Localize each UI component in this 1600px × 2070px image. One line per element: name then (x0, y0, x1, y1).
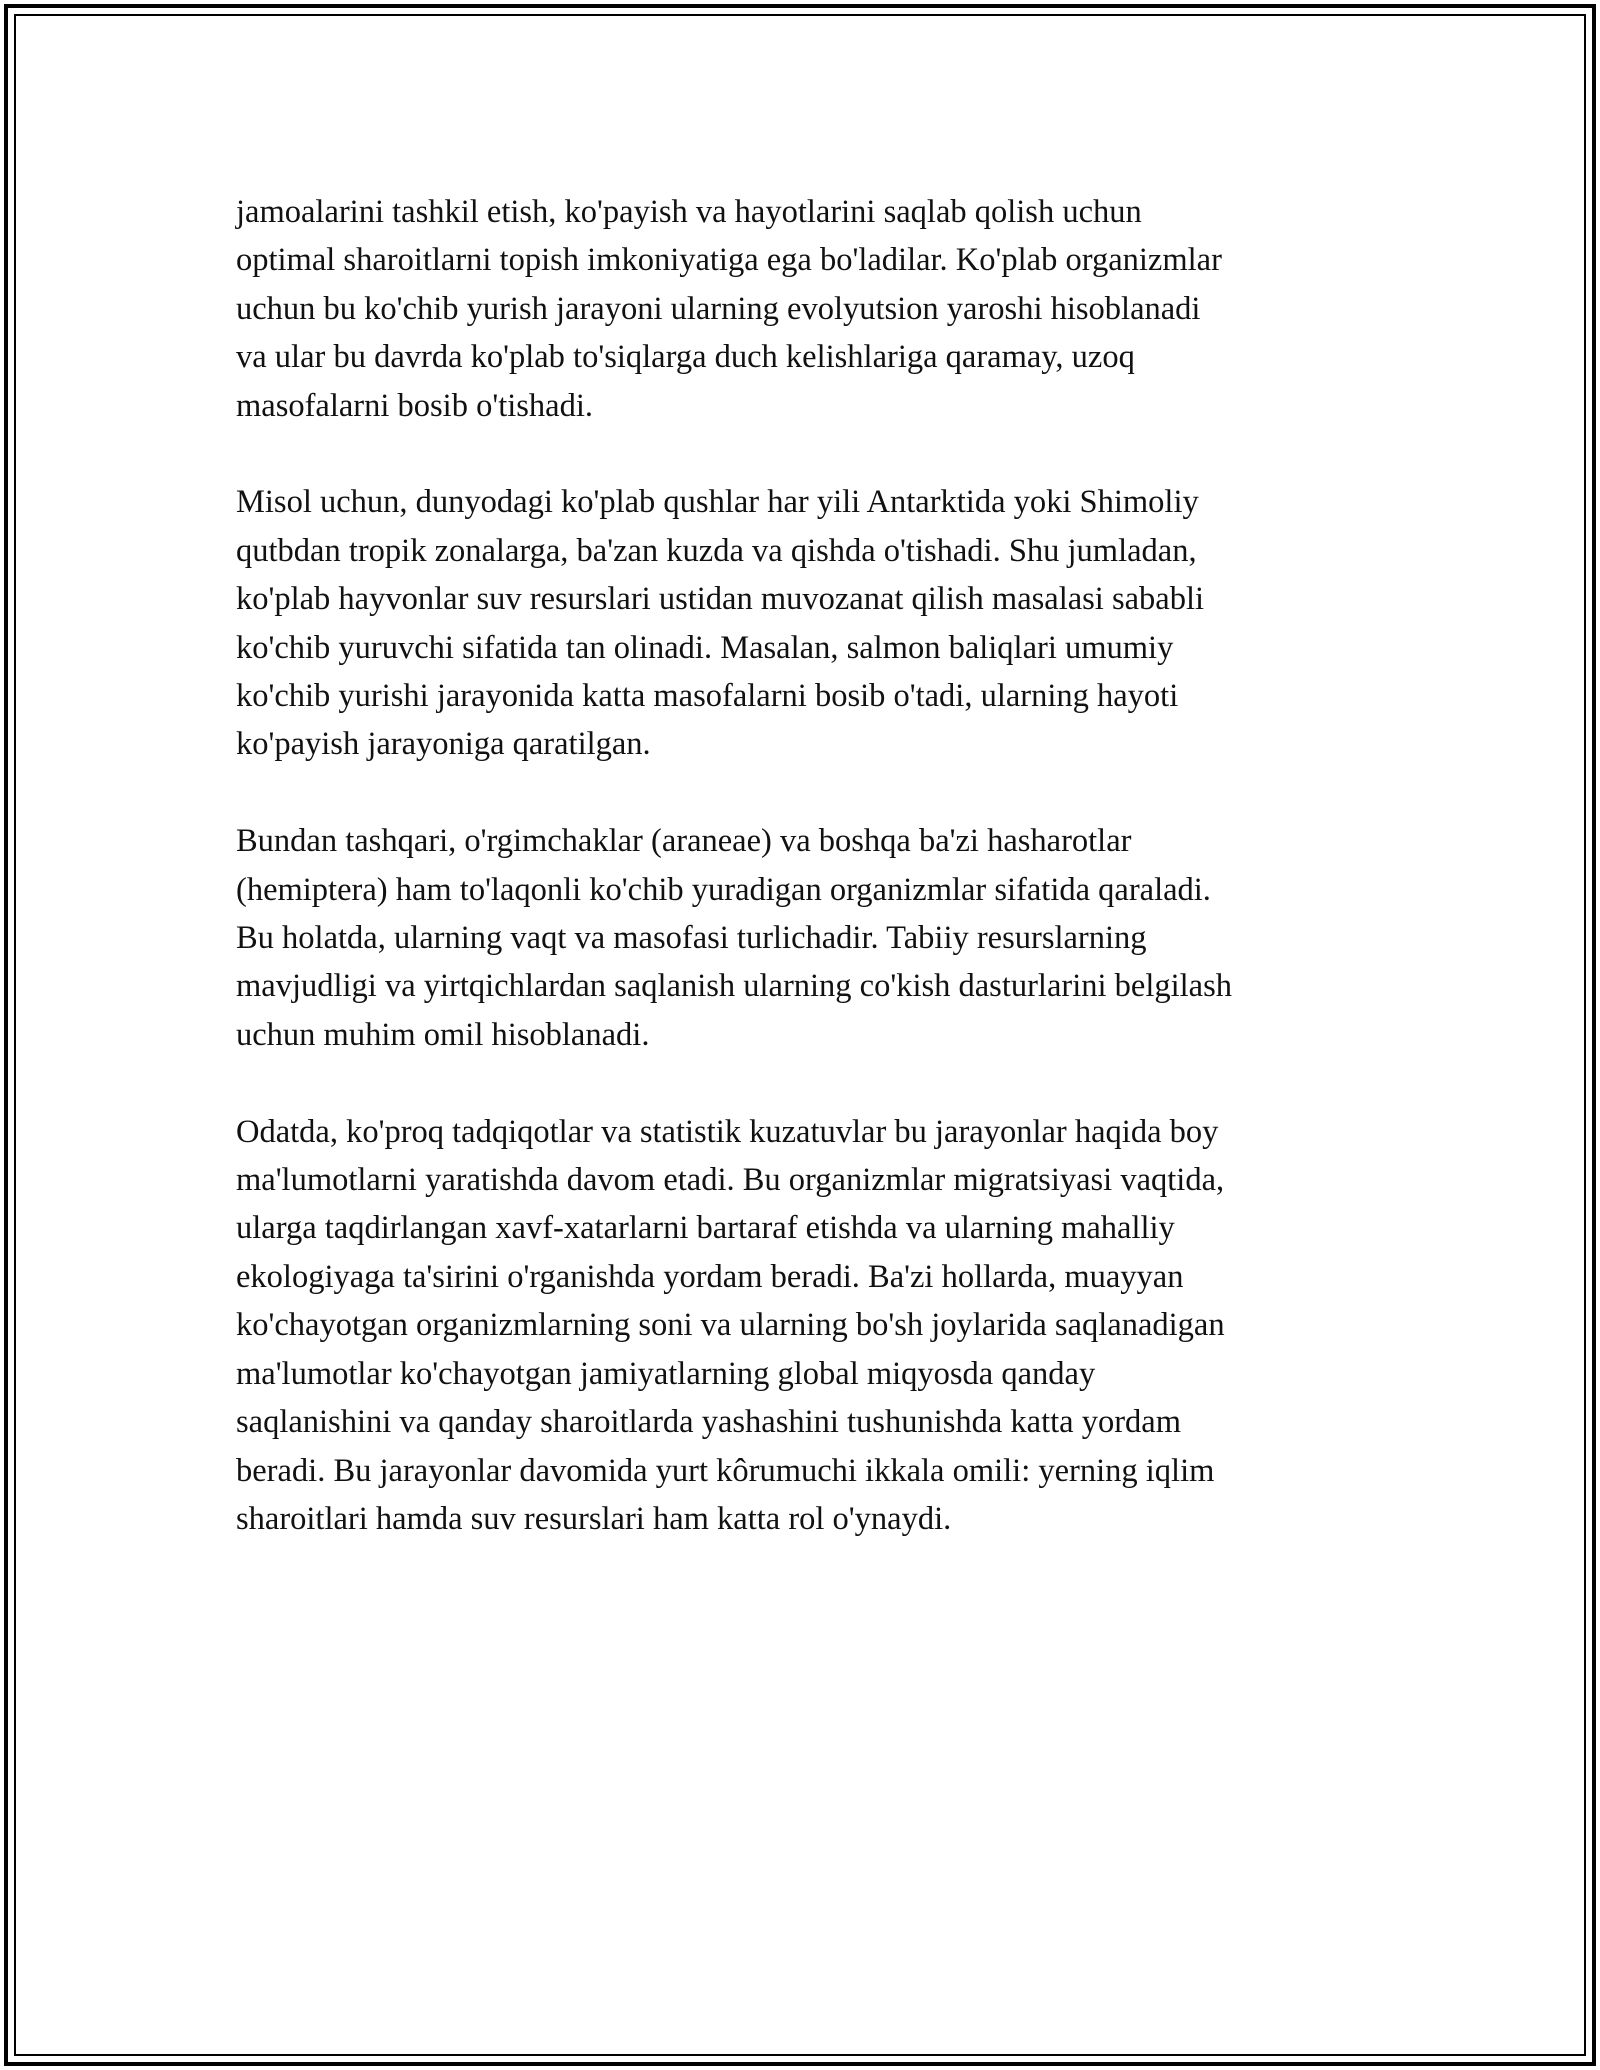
paragraph-4: Odatda, ko'proq tadqiqotlar va statistik kuzatuvlar bu jarayonlar haqida boy ma'lumotlarni yaratishda davom etadi. Bu organizmlar migratsiyasi vaqtida, ularga taqdirlangan xavf-xatarlarni bartaraf etishda va ularning mahalliy ekologiyaga ta'sirini o'rganishda yordam beradi. Ba'zi hollarda, muayyan ko'chayotgan organizmlarning soni va ularning bo'sh joylarida saqlanadigan ma'lumotlar ko'chayotgan jamiyatlarning global miqyosda qanday saqlanishini va qanday sharoitlarda yashashini tushunishda katta yordam beradi. Bu jarayonlar davomida yurt kôrumuchi ikkala omili: yerning iqlim sharoitlari hamda suv resurslari ham katta rol o'ynaydi. (236, 1113, 1225, 1537)
paragraph-2: Misol uchun, dunyodagi ko'plab qushlar har yili Antarktida yoki Shimoliy qutbdan tropik zonalarga, ba'zan kuzda va qishda o'tishadi. Shu jumladan, ko'plab hayvonlar suv resurslari ustidan muvozanat qilish masalasi sababli ko'chib yuruvchi sifatida tan olinadi. Masalan, salmon baliqlari umumiy ko'chib yurishi jarayonida katta masofalarni bosib o'tadi, ularning hayoti ko'payish jarayoniga qaratilgan. (236, 484, 1205, 763)
paragraph-3: Bundan tashqari, o'rgimchaklar (araneae) va boshqa ba'zi hasharotlar (hemiptera) ham to'laqonli ko'chib yuradigan organizmlar sifatida qaraladi. Bu holatda, ularning vaqt va masofasi turlichadir. Tabiiy resurslarning mavjudligi va yirtqichlardan saqlanish ularning co'kish dasturlarini belgilash uchun muhim omil hisoblanadi. (236, 823, 1232, 1053)
document-body (236, 188, 1376, 1592)
paragraph-1: jamoalarini tashkil etish, ko'payish va hayotlarini saqlab qolish uchun optimal sharoitlarni topish imkoniyatiga ega bo'ladilar. Ko'plab organizmlar uchun bu ko'chib yurish jarayoni ularning evolyutsion yaroshi hisoblanadi va ular bu davrda ko'plab to'siqlarga duch kelishlariga qaramay, uzoq masofalarni bosib o'tishadi. (236, 194, 1222, 424)
